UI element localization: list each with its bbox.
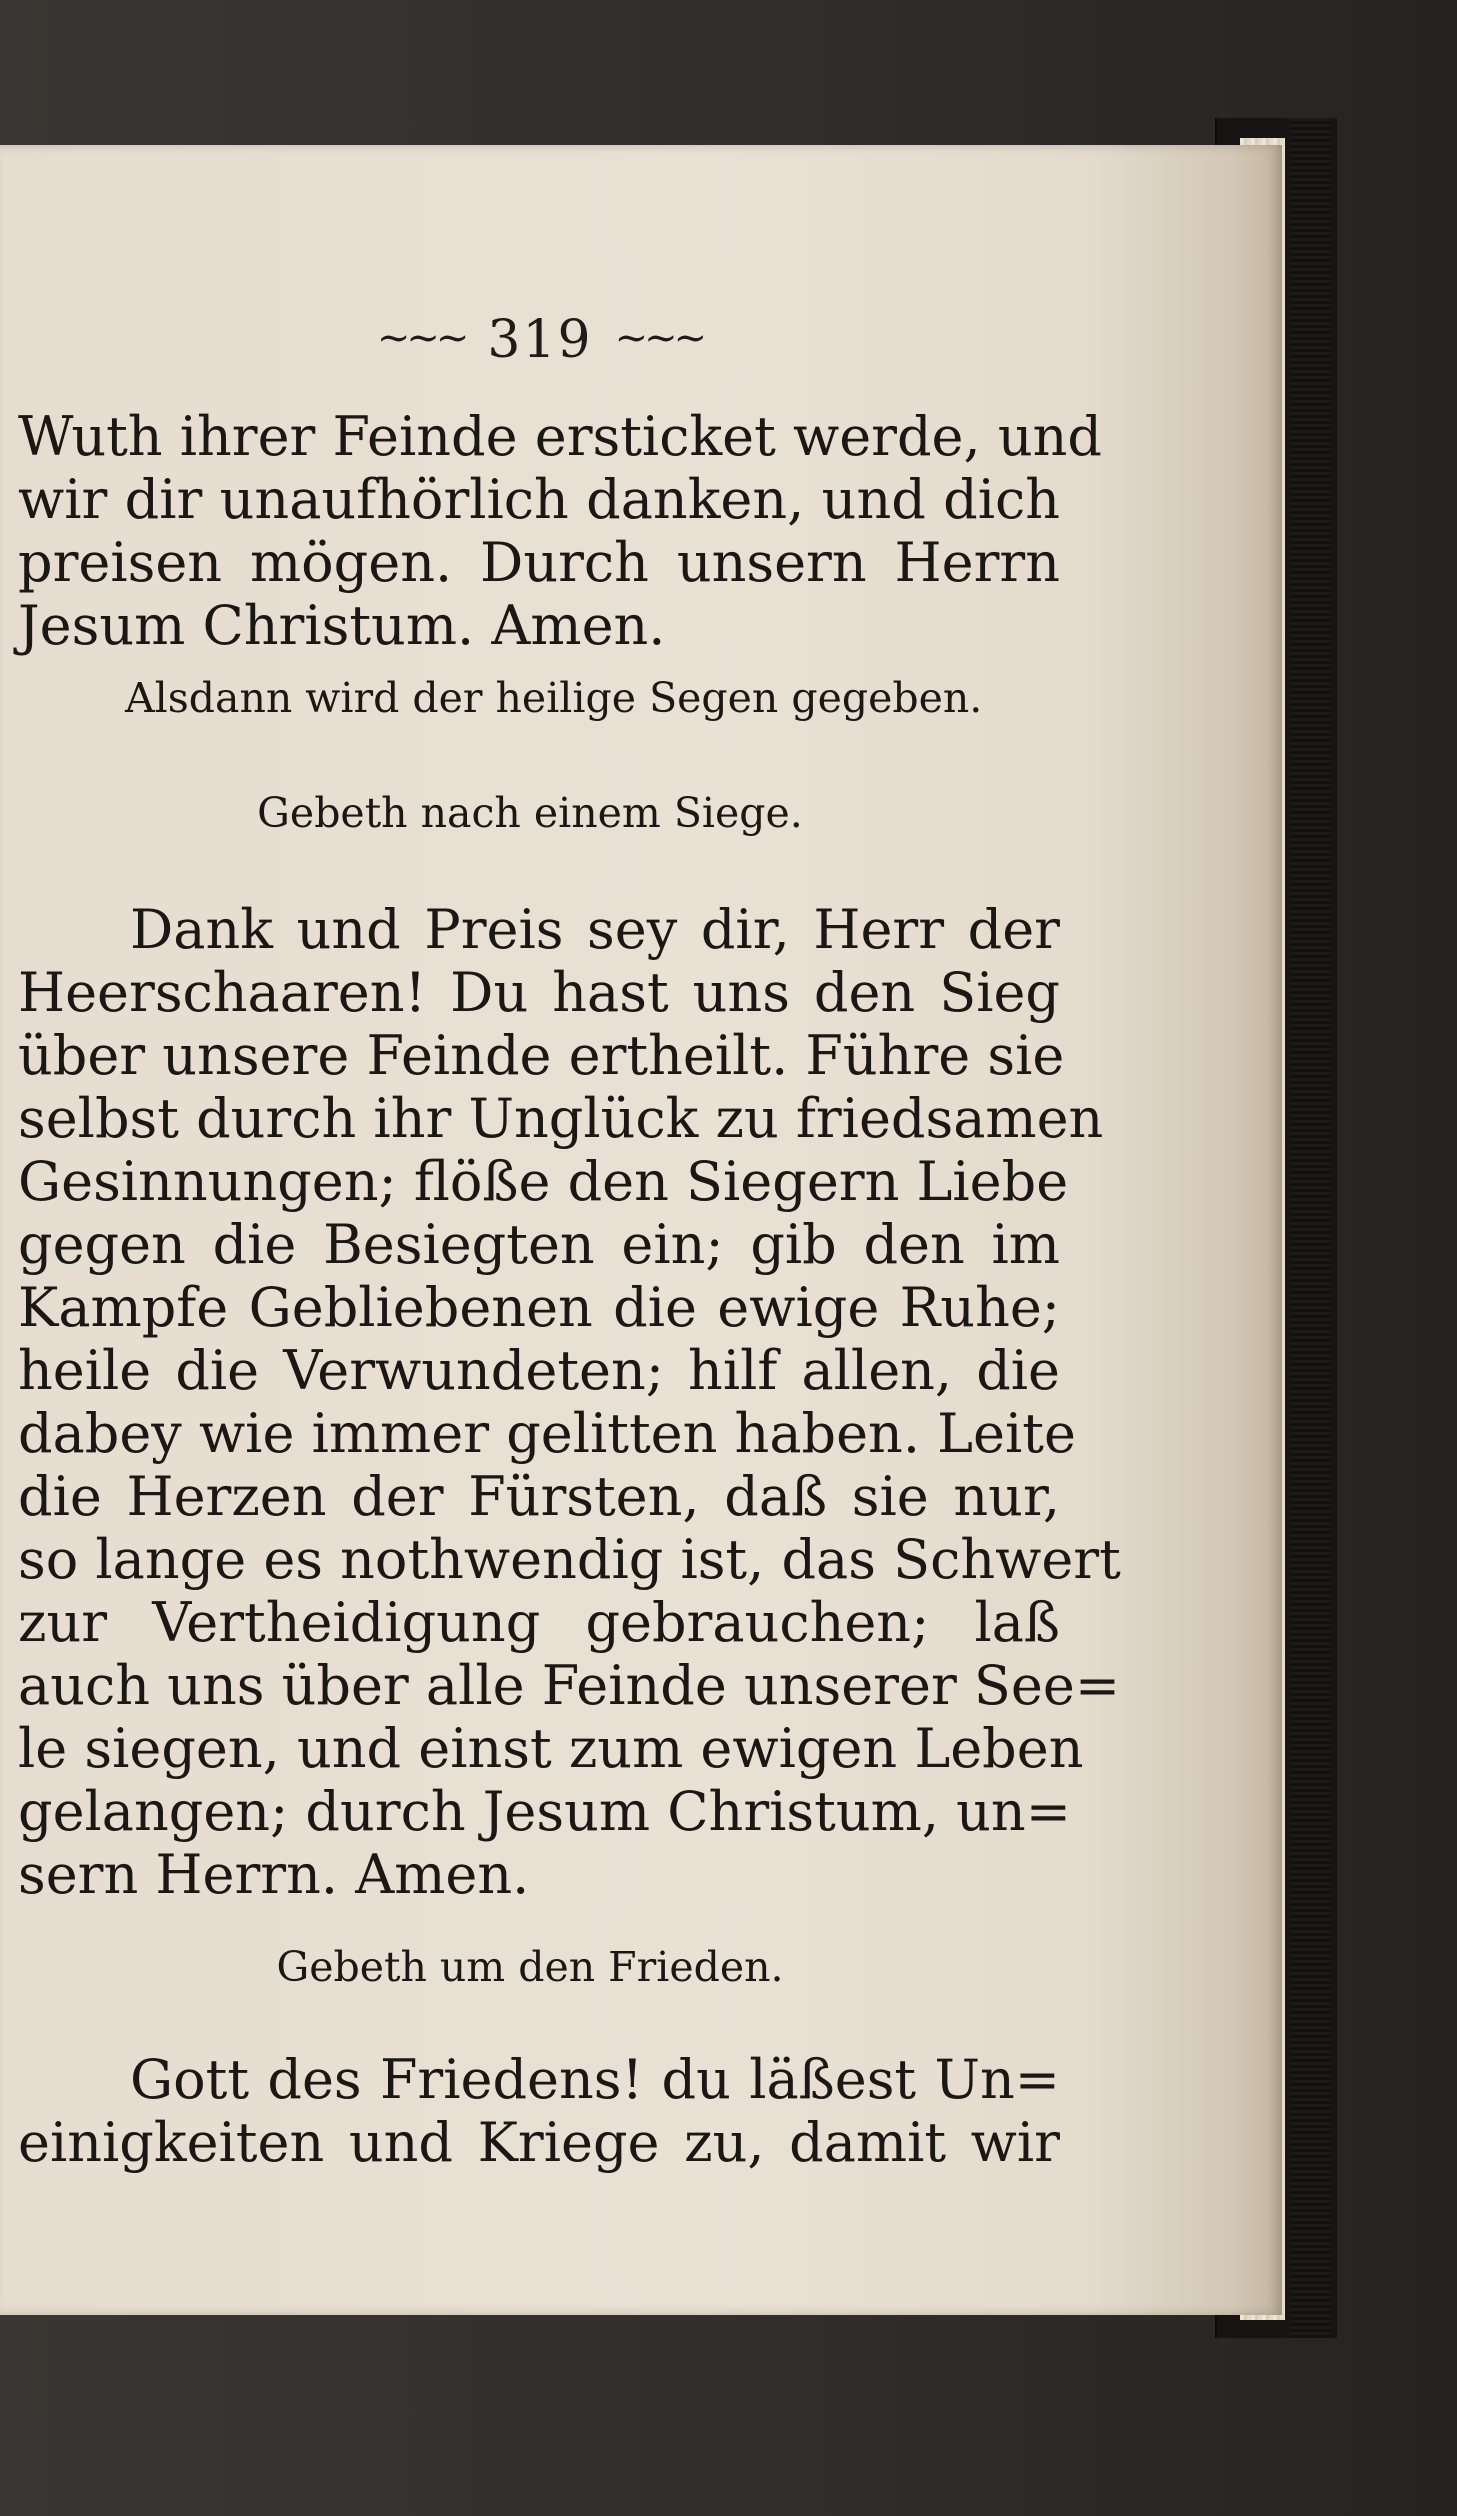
text-line: selbst durch ihr Unglück zu friedsamen [18, 1087, 1104, 1150]
text-line: Kampfe Gebliebenen die ewige Ruhe; [18, 1276, 1060, 1339]
rubric: Alsdann wird der heilige Segen gegeben. [125, 674, 983, 722]
ornament-left: ~~~ [376, 315, 466, 361]
text-line: gelangen; durch Jesum Christum, un= [18, 1780, 1071, 1843]
text-line: Wuth ihrer Feinde ersticket werde, und [18, 405, 1102, 468]
text-line: die Herzen der Fürsten, daß sie nur, [18, 1465, 1060, 1528]
text-line: le siegen, und einst zum ewigen Leben [18, 1717, 1084, 1780]
text-line: dabey wie immer gelitten haben. Leite [18, 1402, 1076, 1465]
text-line: wir dir unaufhörlich danken, und dich [18, 468, 1060, 531]
text-line: preisen mögen. Durch unsern Herrn [18, 531, 1060, 594]
text-line: zur Vertheidigung gebrauchen; laß [18, 1591, 1060, 1654]
text-line: Gesinnungen; flöße den Siegern Liebe [18, 1150, 1069, 1213]
text-line: so lange es nothwendig ist, das Schwert [18, 1528, 1121, 1591]
page-number-header [350, 310, 730, 370]
text-line: sern Herrn. Amen. [18, 1843, 530, 1906]
text-line: Gott des Friedens! du läßest Un= [130, 2048, 1060, 2111]
text-line: Jesum Christum. Amen. [18, 594, 666, 657]
book-page [0, 145, 1282, 2315]
cover-spine-edge [1290, 118, 1330, 2338]
text-line: einigkeiten und Kriege zu, damit wir [18, 2111, 1060, 2174]
page-number: 319 [487, 310, 593, 370]
ornament-right: ~~~ [614, 315, 704, 361]
text-line: gegen die Besiegten ein; gib den im [18, 1213, 1060, 1276]
text-line: über unsere Feinde ertheilt. Führe sie [18, 1024, 1065, 1087]
text-line: Dank und Preis sey dir, Herr der [130, 898, 1060, 961]
text-line: auch uns über alle Feinde unserer See= [18, 1654, 1121, 1717]
text-line: Heerschaaren! Du hast uns den Sieg [18, 961, 1060, 1024]
section-heading: Gebeth um den Frieden. [276, 1943, 784, 1991]
text-line: heile die Verwundeten; hilf allen, die [18, 1339, 1060, 1402]
section-heading: Gebeth nach einem Siege. [257, 789, 803, 837]
